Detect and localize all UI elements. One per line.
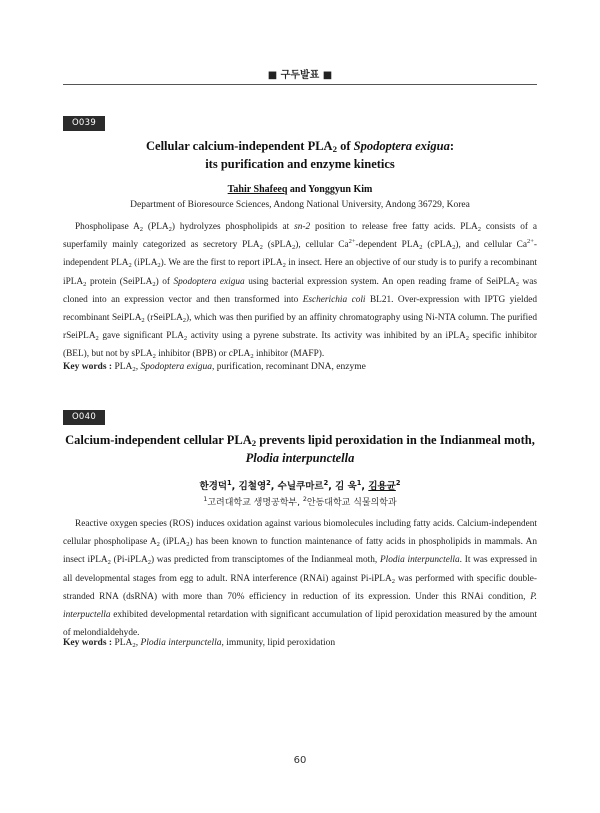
abstract-body: Reactive oxygen species (ROS) induces oxidation against various biomolecules including fatty acids. Calcium-independent cellular phospholipase $A_2$ (iPLA$_2$) has been known to function maintenance of fatty acids in phospholipids in mammals. An insect iPLA$_2$ (Pi-iPLA$_2$) was predicted from transciptomes of the Indianmeal moth, Plodia interpunctella. It was expressed in all developmental stages from egg to adult. RNA interference (RNAi) against Pi-iPLA$_2$ was performed with specific double-stranded RNA (dsRNA) with more than 70% efficiency in reduction of its expression. Under this RNAi condition, P. interpuctella exhibited developmental retardation with significant accumulation of lipid peroxidation measured by the amount of melondialdehyde. xyxy=(63,519,538,639)
abstract-id-badge: O039 xyxy=(63,116,105,131)
page-number: 60 xyxy=(293,755,307,766)
abstract-title xyxy=(63,137,537,173)
keywords-line: Key words : $PLA_2$, Spodoptera exigua, purification, recominant DNA, enzyme xyxy=(63,362,366,373)
authors: Tahir Shafeeq and Yonggyun Kim xyxy=(227,184,373,195)
title-line-1: Calcium-independent cellular $PLA_2$ prevents lipid peroxidation in the Indianmeal moth, xyxy=(65,433,535,448)
abstract-title xyxy=(63,431,537,467)
section-header: ■ 구두발표 ■ xyxy=(267,70,333,81)
title-line-2: its purification and enzyme kinetics xyxy=(205,157,395,171)
affiliation: $^1$고려대학교 생명공학부, $^2$안동대학교 식물의학과 xyxy=(203,496,397,508)
title-line-2: Plodia interpunctella xyxy=(245,451,355,465)
affiliation: Department of Bioresource Sciences, Andong National University, Andong 36729, Korea xyxy=(130,200,470,210)
abstract-body: Phospholipase $A_2$ $(PLA_2)$ hydrolyzes phospholipids at sn-2 position to release free fatty acids. $PLA_2$ consists of a superfamily mainly categorized as secretory $PLA_2$ (sPLA$_2$), cellular $Ca^{2+}$-dependent $PLA_2$ (cPLA$_2$), and cellular $Ca^{2+}$-independent $PLA_2$ (iPLA$_2$). We are the first to report iPLA$_2$ in insect. Here an objective of our study is to purify a recombinant iPLA$_2$ protein (SeiPLA$_2$) of Spodoptera exigua using bacterial expression system. An open reading frame of SeiPLA$_2$ was cloned into an expression vector and then transformed into Escherichia coli BL21. Over-expression with IPTG yielded recombinant SeiPLA$_2$ (rSeiPLA$_2$), which was then purified by an affinity chromatography using Ni-NTA column. The purified rSeiPLA$_2$ gave significant $PLA_2$ activity using a pyrene substrate. Its activity was inhibited by an iPLA$_2$ specific inhibitor (BEL), but not by sPLA$_2$ inhibitor (BPB) or cPLA$_2$ inhibitor (MAFP). xyxy=(63,222,538,361)
header-divider xyxy=(63,84,537,85)
keywords-line: Key words : $PLA_2$, Plodia interpunctella, immunity, lipid peroxidation xyxy=(63,638,336,649)
abstract-id-badge: O040 xyxy=(63,410,105,425)
title-line-1: Cellular calcium-independent $PLA_2$ of Spodoptera exigua: xyxy=(146,139,454,154)
authors: 한경덕$^1$, 김철영$^2$, 수닐쿠마르$^2$, 김 욱$^1$, 김용균$^2$ xyxy=(199,479,401,492)
